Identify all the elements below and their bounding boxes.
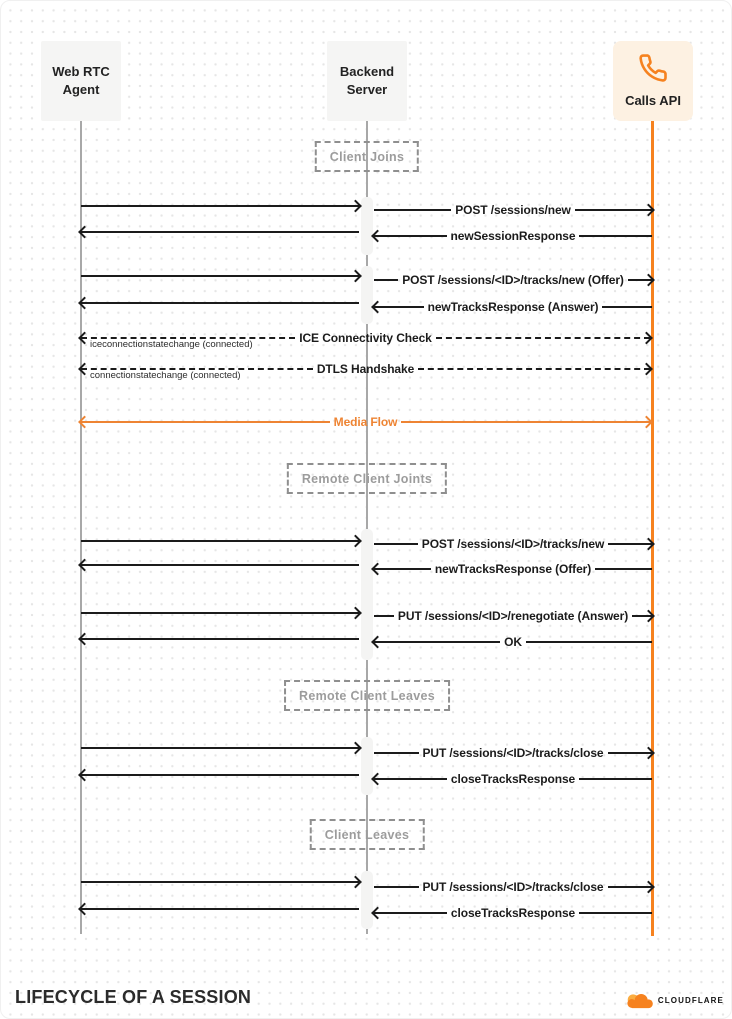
- message-ok: [374, 634, 652, 650]
- message-sublabel: connectionstatechange (connected): [90, 370, 241, 381]
- arrowhead-left-icon: [371, 907, 384, 920]
- message-new-session-response: [374, 228, 652, 244]
- arrow-agent-to-backend: [81, 533, 359, 549]
- activation-bar: [361, 197, 373, 255]
- phase-remote-client-leaves: [284, 680, 450, 711]
- phase-label: Client Leaves: [324, 828, 410, 842]
- message-put-tracks-close: [374, 745, 652, 761]
- arrowhead-right-icon: [349, 535, 362, 548]
- message-media-flow: [81, 414, 650, 430]
- cloudflare-cloud-icon: [623, 992, 655, 1009]
- arrow-backend-to-agent: [81, 631, 359, 647]
- arrow-backend-to-agent: [81, 767, 359, 783]
- phone-icon: [638, 53, 668, 83]
- arrow-agent-to-backend: [81, 198, 359, 214]
- arrow-agent-to-backend: [81, 874, 359, 890]
- arrow-backend-to-agent: [81, 224, 359, 240]
- arrowhead-right-icon: [349, 607, 362, 620]
- message-dtls-handshake: [81, 361, 650, 381]
- message-new-tracks-response-answer: [374, 299, 652, 315]
- actor-label: Web RTC Agent: [52, 64, 110, 97]
- actor-label: Calls API: [625, 93, 681, 109]
- phase-client-joins: [315, 141, 419, 172]
- arrowhead-left-icon: [371, 230, 384, 243]
- actor-calls-api: [613, 41, 693, 121]
- actor-label: Backend Server: [339, 64, 395, 97]
- activation-bar: [361, 266, 373, 324]
- arrowhead-left-icon: [78, 559, 91, 572]
- arrowhead-left-icon: [78, 332, 91, 345]
- message-put-renegotiate-answer: [374, 608, 652, 624]
- message-post-sessions-new: [374, 202, 652, 218]
- phase-label: Remote Client Leaves: [299, 689, 435, 703]
- arrow-agent-to-backend: [81, 268, 359, 284]
- message-post-tracks-new: [374, 536, 652, 552]
- message-close-tracks-response: [374, 771, 652, 787]
- arrowhead-left-icon: [371, 563, 384, 576]
- arrowhead-left-icon: [371, 773, 384, 786]
- arrowhead-left-icon: [78, 297, 91, 310]
- message-label: closeTracksResponse: [450, 772, 576, 786]
- message-new-tracks-response-offer: [374, 561, 652, 577]
- page-title: LIFECYCLE OF A SESSION: [15, 987, 252, 1007]
- message-label: ICE Connectivity Check: [299, 331, 432, 345]
- message-close-tracks-response: [374, 905, 652, 921]
- cloudflare-logo: [623, 992, 724, 1009]
- arrow-backend-to-agent: [81, 295, 359, 311]
- message-label: POST /sessions/new: [455, 203, 571, 217]
- phase-label: Client Joins: [329, 150, 405, 164]
- message-ice-connectivity-check: [81, 330, 650, 350]
- arrowhead-right-icon: [349, 200, 362, 213]
- arrowhead-left-icon: [371, 636, 384, 649]
- message-sublabel: iceconnectionstatechange (connected): [90, 339, 253, 350]
- message-label: Media Flow: [333, 415, 398, 429]
- message-label: closeTracksResponse: [450, 906, 576, 920]
- message-label: POST /sessions/<ID>/tracks/new: [421, 537, 605, 551]
- arrowhead-right-icon: [349, 876, 362, 889]
- phase-client-leaves: [310, 819, 425, 850]
- message-label: PUT /sessions/<ID>/tracks/close: [422, 746, 604, 760]
- arrowhead-left-icon: [78, 416, 91, 429]
- arrow-agent-to-backend: [81, 605, 359, 621]
- actor-web-rtc-agent: [41, 41, 121, 121]
- arrow-backend-to-agent: [81, 557, 359, 573]
- message-label: newTracksResponse (Answer): [427, 300, 599, 314]
- arrowhead-left-icon: [78, 633, 91, 646]
- cloudflare-logo-text: CLOUDFLARE: [657, 996, 724, 1005]
- arrowhead-left-icon: [78, 226, 91, 239]
- arrow-agent-to-backend: [81, 740, 359, 756]
- message-label: OK: [504, 635, 522, 649]
- arrowhead-right-icon: [349, 742, 362, 755]
- activation-bar: [361, 871, 373, 929]
- arrow-backend-to-agent: [81, 901, 359, 917]
- message-label: DTLS Handshake: [316, 362, 415, 376]
- actor-backend-server: [327, 41, 407, 121]
- arrowhead-left-icon: [78, 769, 91, 782]
- arrowhead-left-icon: [78, 363, 91, 376]
- message-label: newSessionResponse: [450, 229, 576, 243]
- message-put-tracks-close: [374, 879, 652, 895]
- message-label: PUT /sessions/<ID>/renegotiate (Answer): [397, 609, 629, 623]
- phase-remote-client-joints: [287, 463, 447, 494]
- message-label: PUT /sessions/<ID>/tracks/close: [422, 880, 604, 894]
- lifeline-web-rtc-agent: [80, 121, 82, 934]
- phase-label: Remote Client Joints: [301, 472, 433, 486]
- message-post-tracks-new-offer: [374, 272, 652, 288]
- arrowhead-left-icon: [371, 301, 384, 314]
- message-label: POST /sessions/<ID>/tracks/new (Offer): [402, 273, 624, 287]
- arrowhead-right-icon: [349, 270, 362, 283]
- message-label: newTracksResponse (Offer): [434, 562, 592, 576]
- arrowhead-left-icon: [78, 903, 91, 916]
- activation-bar: [361, 737, 373, 795]
